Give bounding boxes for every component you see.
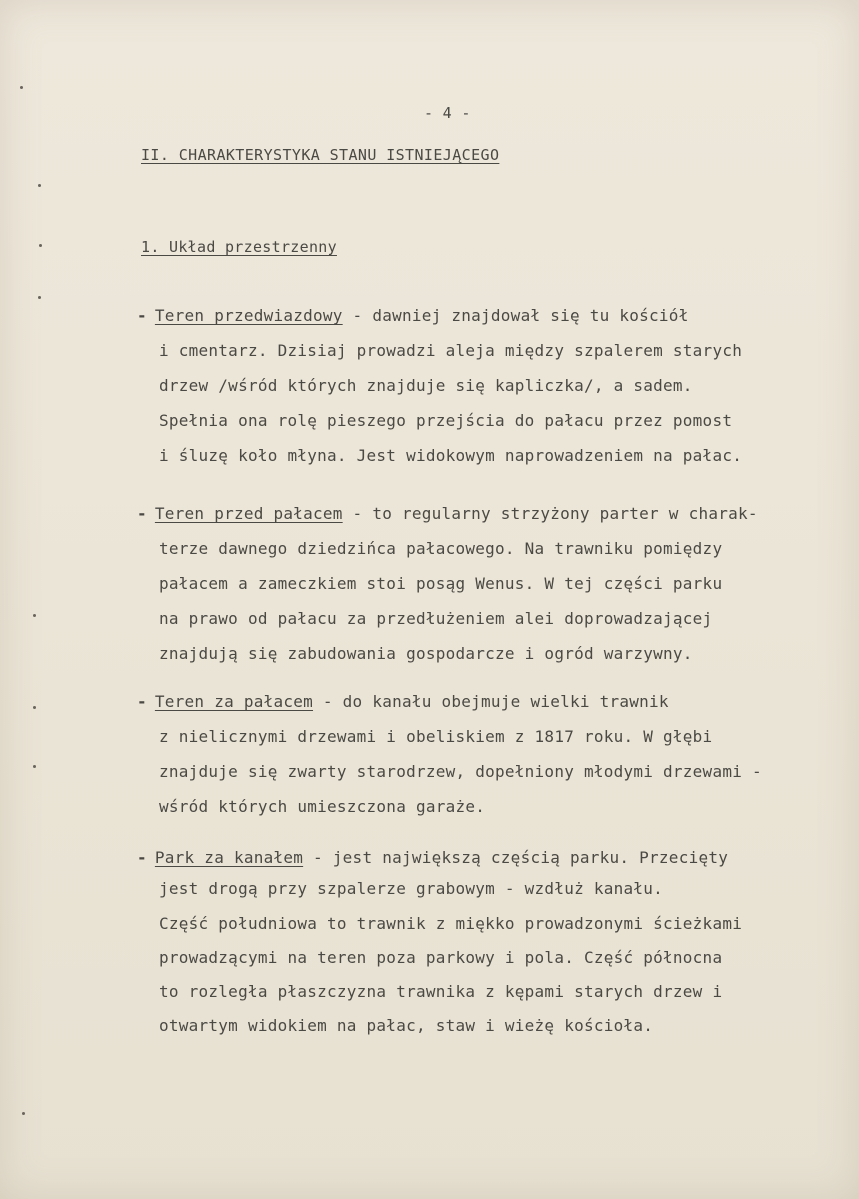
page-number: - 4 -	[424, 104, 471, 122]
paragraph-term: Teren przedwiazdowy	[154, 306, 343, 325]
paragraph-line: z nielicznymi drzewami i obeliskiem z 1817 roku. W głębi	[159, 727, 713, 746]
paragraph-line: Część południowa to trawnik z miękko prowadzonymi ścieżkami	[159, 914, 743, 933]
paragraph-line: - dawniej znajdował się tu kościół	[342, 306, 689, 325]
bullet-dash: -	[137, 504, 147, 523]
subsection-title: 1. Układ przestrzenny	[141, 238, 337, 256]
paragraph-line: na prawo od pałacu za przedłużeniem alei doprowadzającej	[159, 609, 713, 628]
punch-mark	[33, 765, 36, 768]
paragraph-term: Teren przed pałacem	[154, 504, 343, 523]
punch-mark	[33, 614, 36, 617]
paragraph-line: - do kanału obejmuje wielki trawnik	[313, 692, 669, 711]
paragraph-line: znajdują się zabudowania gospodarcze i ogród warzywny.	[159, 644, 693, 663]
paragraph-term: Park za kanałem	[154, 848, 304, 867]
punch-mark	[33, 706, 36, 709]
paragraph-line: i śluzę koło młyna. Jest widokowym naprowadzeniem na pałac.	[159, 446, 743, 465]
paragraph-line: znajduje się zwarty starodrzew, dopełniony młodymi drzewami -	[159, 762, 762, 781]
punch-mark	[39, 244, 42, 247]
paragraph-line: prowadzącymi na teren poza parkowy i pola. Część północna	[159, 948, 723, 967]
paragraph-line: - jest największą częścią parku. Przecięty	[303, 848, 729, 867]
bullet-dash: -	[137, 306, 147, 325]
paragraph-line: jest drogą przy szpalerze grabowym - wzdłuż kanału.	[159, 879, 664, 898]
paragraph-line: pałacem a zameczkiem stoi posąg Wenus. W tej części parku	[159, 574, 723, 593]
paragraph-line: - to regularny strzyżony parter w charak-	[342, 504, 758, 523]
paragraph-line: i cmentarz. Dzisiaj prowadzi aleja między szpalerem starych	[159, 341, 743, 360]
paragraph-line: drzew /wśród których znajduje się kapliczka/, a sadem.	[159, 376, 693, 395]
paragraph-term: Teren za pałacem	[154, 692, 314, 711]
paragraph-line: otwartym widokiem na pałac, staw i wieżę kościoła.	[159, 1016, 654, 1035]
paragraph-line: to rozległa płaszczyzna trawnika z kępami starych drzew i	[159, 982, 723, 1001]
punch-mark	[20, 86, 23, 89]
punch-mark	[38, 296, 41, 299]
paragraph-line: Spełnia ona rolę pieszego przejścia do pałacu przez pomost	[159, 411, 733, 430]
punch-mark	[22, 1112, 25, 1115]
bullet-dash: -	[137, 848, 147, 867]
punch-mark	[38, 184, 41, 187]
section-title: II. CHARAKTERYSTYKA STANU ISTNIEJĄCEGO	[141, 146, 500, 164]
paragraph-line: terze dawnego dziedzińca pałacowego. Na trawniku pomiędzy	[159, 539, 723, 558]
paragraph-line: wśród których umieszczona garaże.	[159, 797, 486, 816]
bullet-dash: -	[137, 692, 147, 711]
